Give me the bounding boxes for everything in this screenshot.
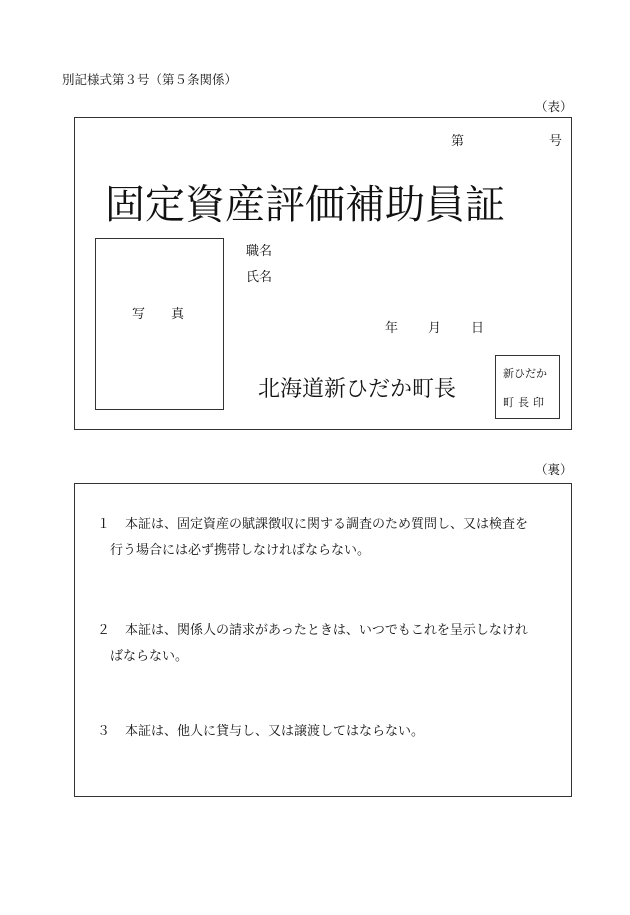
clause-text-line1: 本証は、固定資産の賦課徴収に関する調査のため質問し、又は検査を [125,517,529,532]
date-day-label: 日 [471,321,485,336]
number-dai: 第 [451,134,465,149]
card-title: 固定資産評価補助員証 [105,182,505,228]
photo-label: 写 真 [132,307,185,322]
front-side-label: （表） [535,99,573,114]
number-go: 号 [549,134,563,149]
seal-text-line1: 新ひだか [503,367,547,380]
clause-1 [97,512,567,564]
card-back [74,483,572,797]
back-side-label: （裏） [535,462,573,477]
clause-number: １ [97,517,111,532]
official-seal [495,355,560,419]
clause-text-line1: 本証は、他人に貸与し、又は譲渡してはならない。 [125,724,425,739]
clause-text-line2: 行う場合には必ず携帯しなければならない。 [110,543,371,558]
name-label: 氏名 [246,270,273,285]
job-title-label: 職名 [246,244,273,259]
clause-text-line2: ばならない。 [110,649,189,664]
clause-2 [97,618,567,670]
date-month-label: 月 [428,321,442,336]
card-front [74,117,572,430]
photo-box [95,238,224,410]
form-label: 別記様式第３号（第５条関係） [62,72,238,87]
clause-number: ３ [97,724,111,739]
date-year-label: 年 [385,321,399,336]
clause-number: ２ [97,623,111,638]
clause-3 [97,719,567,745]
issuer-name: 北海道新ひだか町長 [258,377,457,402]
clause-text-line1: 本証は、関係人の請求があったときは、いつでもこれを呈示しなけれ [125,623,528,638]
seal-text-line2: 町長印 [503,396,548,409]
